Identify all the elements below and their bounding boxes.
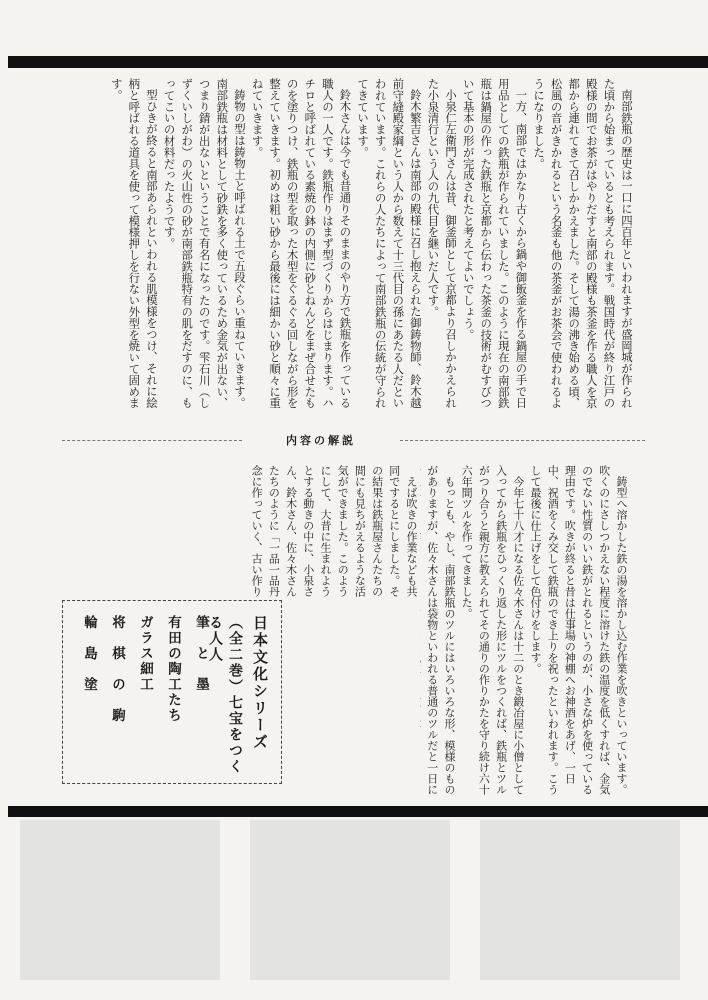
divider-left [62,440,242,442]
section-heading: 内容の解説 [286,434,356,447]
paragraph: 鋳物の型は鋳物土と呼ばれる土で五段ぐらい重ねていきます。南部鉄瓶は材料として砂鉄を多く使っているため金気が出ない、つまり錆が出ないということで有名になったのです。雫石川（しずくいしがわ）の火山性の砂が南部鉄瓶特有の肌をだすのに、もってこいの材料だったようです。 [162,78,247,409]
paragraph: 一方、南部ではかなり古くから鍋や御飯釜を作る鍋屋の手で日用品としての鉄瓶が作られていました。このように現在の南部鉄瓶は鍋屋の作った鉄瓶と京都から伝わった茶釜の技術がむすびついて基本の形が完成されたと考えてよいでしょう。 [461,78,529,409]
bottom-rule [8,806,708,817]
photo-placeholder [20,820,220,980]
top-rule [8,56,708,68]
paragraph: 鋳型へ溶かした鉄の湯を溶かし込む作業を吹きといっています。吹くのにさしつかえない程度に溶けた鉄の温度を低くすれば、金気のでない性質のいい鉄がとれるというのが、小さな炉を使っている理由です。吹きが終ると昔は仕事場の神棚へお神酒をあげ、一日中、祝酒をくみ交して鉄瓶のでき上りを祝ったといわれます。こうして最後に仕上げをして色付けをします。 [528,465,628,795]
series-item: 輪 島 塗 [81,615,97,693]
paragraph: 小泉仁左衛門さんは昔、御釜師として京都より召しかかえられた小泉清行という人の九代目を継いだ人です。 [426,78,459,409]
series-box [62,600,282,784]
paragraph: 南部鉄瓶の歴史は一口に四百年といわれますが盛岡城が作られた頃から始まっているとも考えられます。戦国時代が終り江戸の殿様の間でお茶がはやりだすと南部の殿様も茶釜を作る職人を京都から連れてきて召しかかえました。そして湯の沸き始める頃、松風の音がきかれるという名釜も他の茶釜がお茶会で使われるようになりました。 [532,78,634,409]
series-subtitle-text: 七宝をつくる人人 [207,615,243,775]
series-volumes-note: （全二巻） [227,615,243,695]
body-text-top [110,78,635,418]
series-item: 将 棋 の 駒 [109,615,125,724]
paragraph: えば吹きの作業なども共同でするとにしました。その結果は鉄瓶屋さんたちの間にも見ちがえるような活気ができました。このようにして、大昔に生まれようとする動きの中に、小泉さん、鈴木さん、佐々木さんたちのように「一品一品丹念に作っていく、古い作り [250,465,418,597]
paragraph: 鈴木さんは今でも昔通りそのままのやり方で鉄瓶を作っている職人の一人です。鉄瓶作りはまず型づくりからはじまります。ハチロと呼ばれている素焼の鉢の内側に砂とねんどをまぜ合せたものを塗りつけ、鉄瓶の型を取った木型をぐるぐる回しながら形を整えていきます。初めは粗い砂から最後には細かい砂と順々に重ねていきます。 [250,78,353,409]
paragraph: もっとも、やし、南部鉄瓶のツルにはいろいろな形、模様のものがありますが、佐々木さんは袋物といわれる普通のツルだと一日に [425,465,456,795]
paragraph: 今年七十八才になる佐々木さんは十二のとき鍛冶屋に小僧として入ってから鉄瓶をひっくり返した形にツルをつくれば、鉄瓶とツルがつり合うと親方に教えられてその通りの作りかたを守り続け六十六年間ツルを作ってきました。 [460,465,525,795]
photo-placeholder [250,820,450,980]
paragraph: 鈴木繁吉さんは南部の殿様に召し抱えられた御鋳物師、鈴木越前守縫殿家綱という人から数えて十三代目の孫にあたる人だといわれています。これらの人たちによって南部鉄瓶の伝統が守られてきています。 [356,78,423,409]
paragraph: 型ひきが終ると南部あられといわれる肌模様をつけ、それに絵柄と呼ばれる道具を使って模様押しを行ない外型を焼いて固めます。 [110,78,159,409]
series-item: 筆 と 墨 [193,615,209,693]
body-text-bottom-left [245,465,420,605]
photo-placeholder [480,820,680,980]
body-text-bottom [420,465,630,805]
series-title: 日本文化シリーズ [251,615,269,751]
series-item: ガラス細工 [137,615,153,693]
series-subtitle [205,615,245,783]
series-item: 有田の陶工たち [165,615,181,724]
divider-right [400,440,645,442]
